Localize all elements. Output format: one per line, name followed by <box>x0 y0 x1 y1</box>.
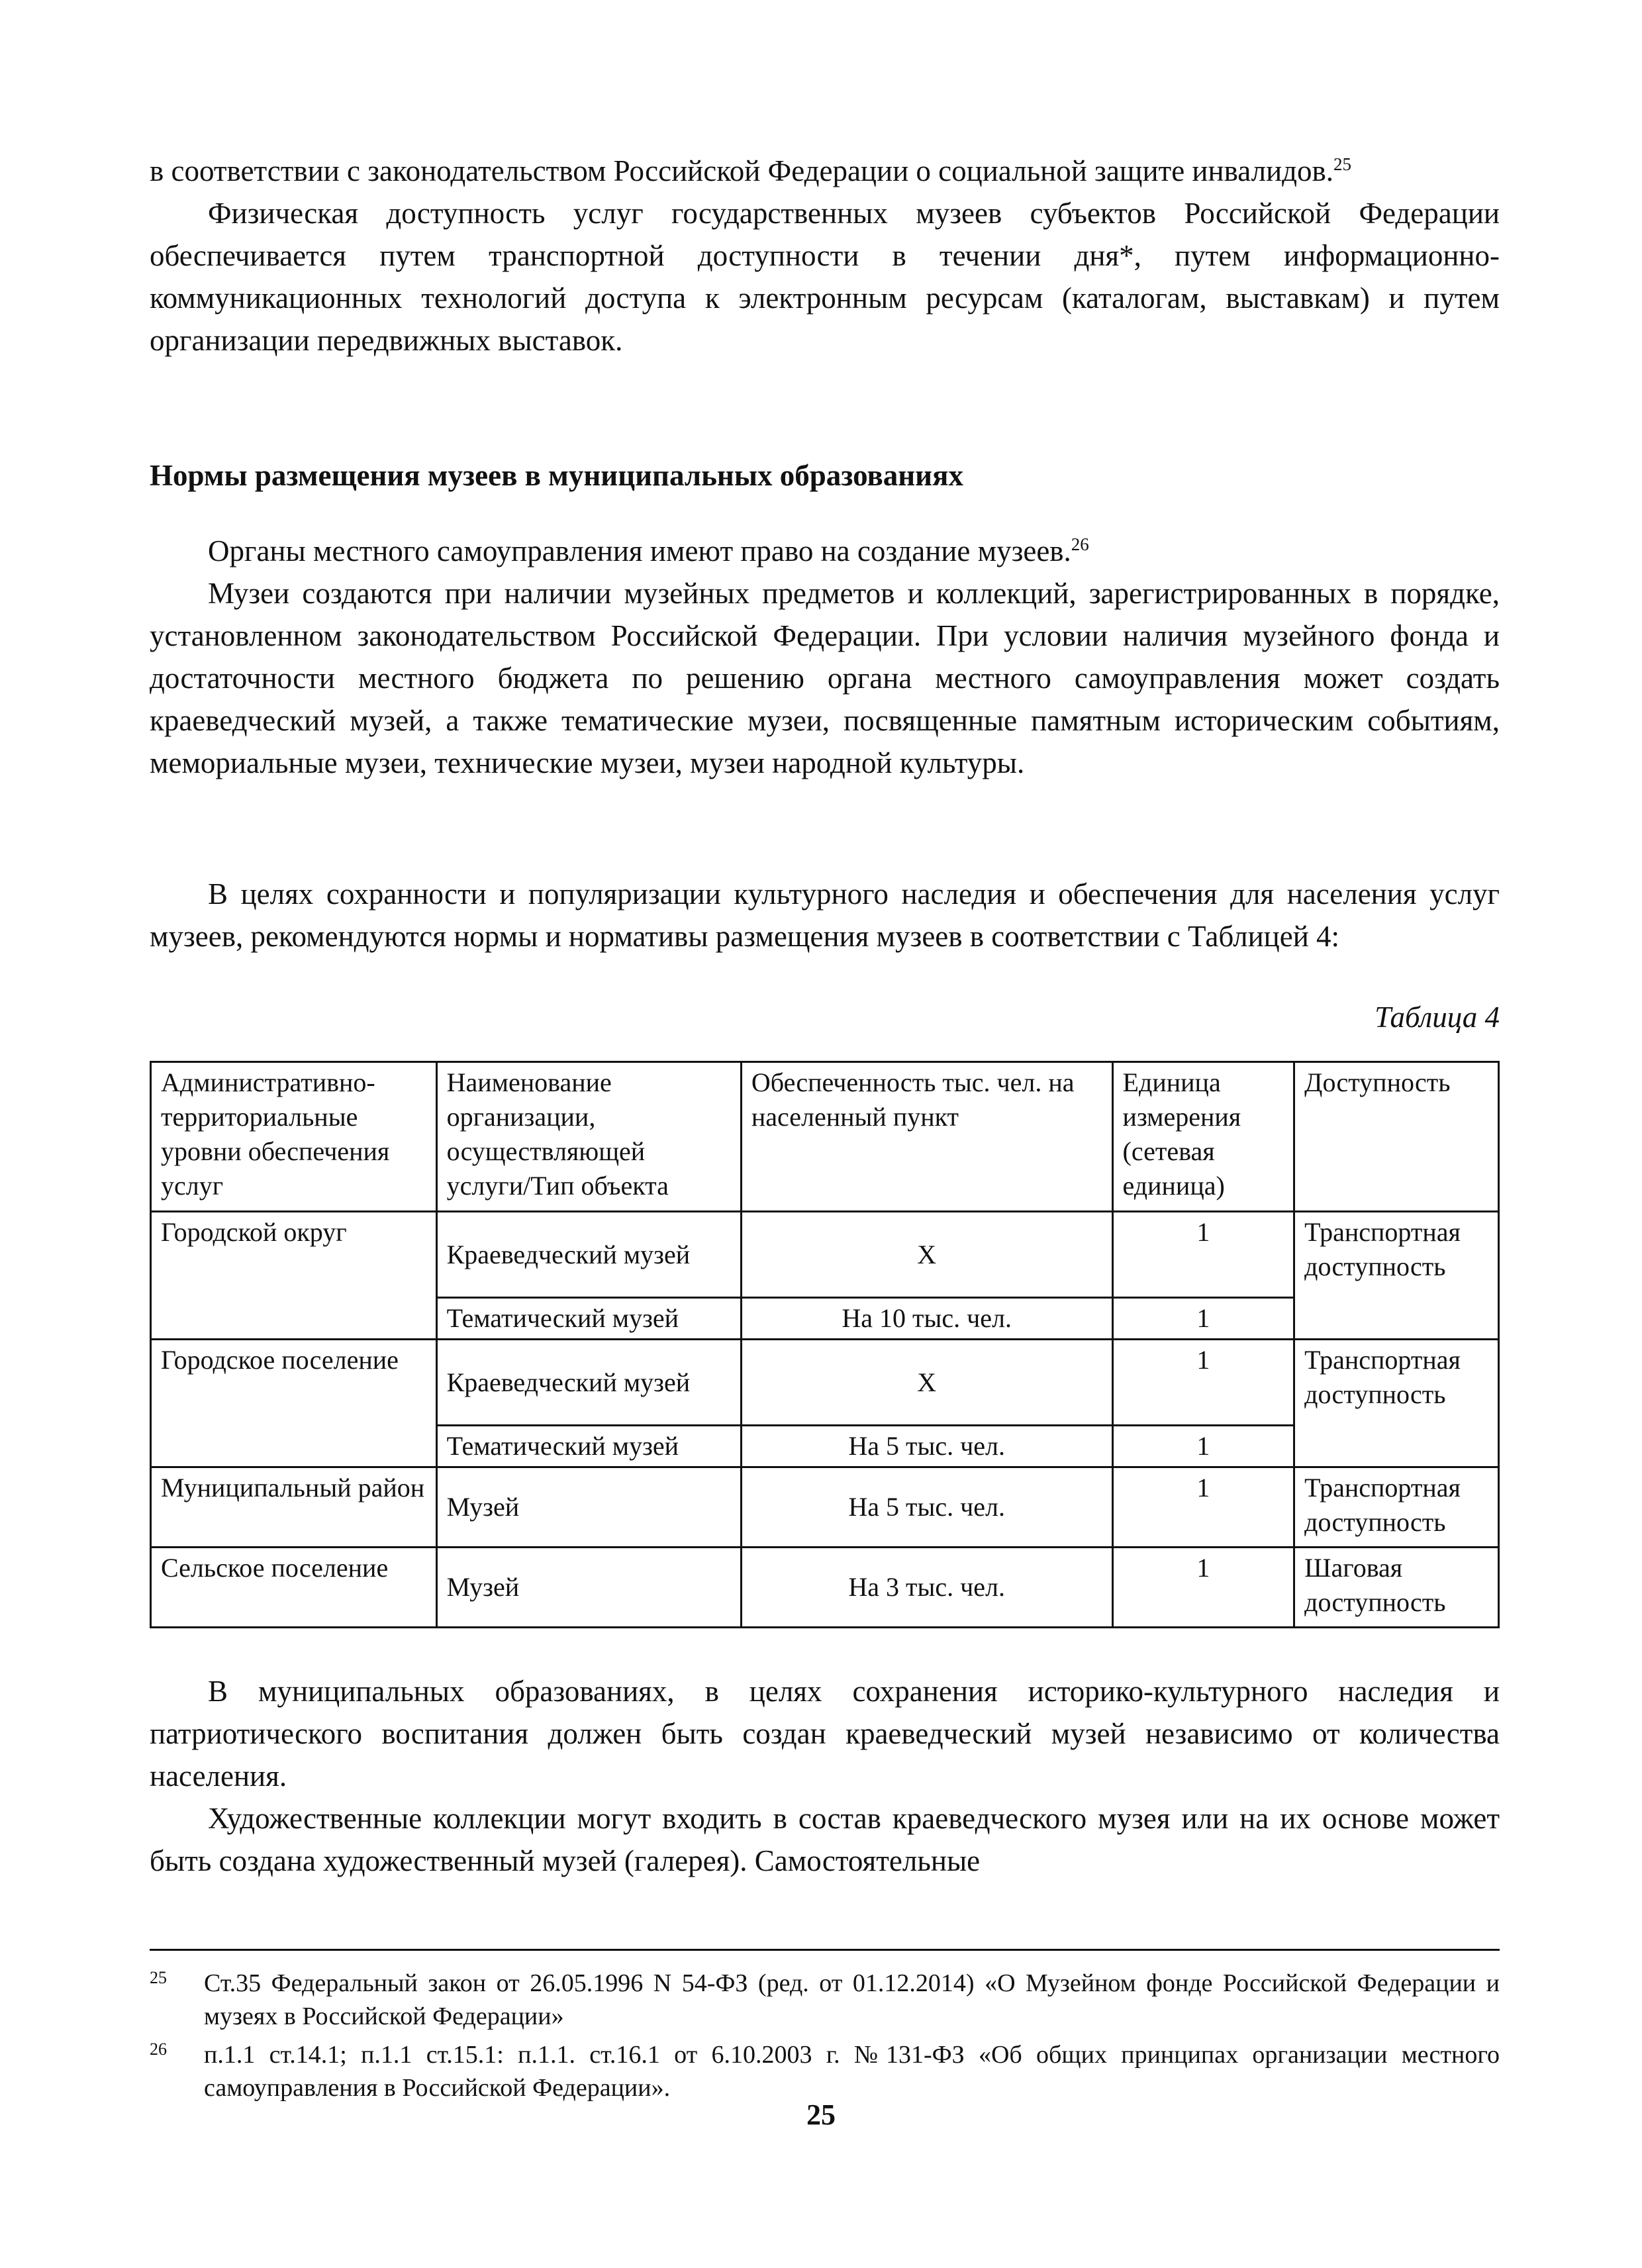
unit-cell: 1 <box>1112 1340 1294 1426</box>
unit-cell: 1 <box>1112 1548 1294 1628</box>
level-cell: Городское поселение <box>151 1340 437 1467</box>
header-cell: Доступность <box>1294 1062 1499 1212</box>
access-cell: Транспортная доступность <box>1294 1467 1499 1548</box>
paragraph-physical-access: Физическая доступность услуг государственных музеев субъектов Российской Федерации обеспечивается путем транспортной доступности в течении дня*, путем информационно-коммуникационных технологий доступа к электронным ресурсам (каталогам, выставкам) и путем организации передвижных выставок. <box>150 197 1500 357</box>
access-cell: Транспортная доступность <box>1294 1340 1499 1467</box>
access-cell: Транспортная доступность <box>1294 1212 1499 1340</box>
footnote-text: Ст.35 Федеральный закон от 26.05.1996 N 54-ФЗ (ред. от 01.12.2014) «О Музейном фонде Российской Федерации и музеях в Российской Федерации» <box>204 1969 1500 2030</box>
table-header-row <box>151 1062 1499 1212</box>
level-cell: Городской округ <box>151 1212 437 1340</box>
provision-cell: Х <box>741 1340 1112 1426</box>
unit-cell: 1 <box>1112 1467 1294 1548</box>
paragraph-art-collections: Художественные коллекции могут входить в состав краеведческого музея или на их основе может быть создана художественный музей (галерея). Самостоятельные <box>150 1802 1500 1877</box>
header-cell: Обеспеченность тыс. чел. на населенный пункт <box>741 1062 1112 1212</box>
paragraph-block <box>150 1670 1500 1882</box>
type-cell: Музей <box>436 1467 741 1548</box>
unit-cell: 1 <box>1112 1298 1294 1340</box>
access-cell: Шаговая доступность <box>1294 1548 1499 1628</box>
provision-cell: На 3 тыс. чел. <box>741 1548 1112 1628</box>
footnote-number: 26 <box>150 2040 167 2059</box>
paragraph-norms: В целях сохранности и популяризации культурного наследия и обеспечения для населения услуг музеев, рекомендуются нормы и нормативы размещения музеев в соответствии с Таблицей 4: <box>150 877 1500 953</box>
header-cell: Наименование организации, осуществляющей услуги/Тип объекта <box>436 1062 741 1212</box>
provision-cell: На 5 тыс. чел. <box>741 1467 1112 1548</box>
footnote-ref[interactable]: 25 <box>1333 154 1352 174</box>
header-cell: Административно-территориальные уровни обеспечения услуг <box>151 1062 437 1212</box>
footnote-ref[interactable]: 26 <box>1071 534 1089 554</box>
unit-cell: 1 <box>1112 1426 1294 1467</box>
footnote-text: п.1.1 ст.14.1; п.1.1 ст.15.1: п.1.1. ст.16.1 от 6.10.2003 г. №131-ФЗ «Об общих принципах организации местного самоуправления в Российской Федерации». <box>204 2041 1500 2102</box>
section-heading: Нормы размещения музеев в муниципальных образованиях <box>150 459 963 492</box>
level-cell: Муниципальный район <box>151 1467 437 1548</box>
footnote-26 <box>150 2038 1500 2104</box>
paragraph-block <box>150 530 1500 784</box>
table-row <box>151 1340 1499 1426</box>
paragraph-museums-creation: Музеи создаются при наличии музейных предметов и коллекций, зарегистрированных в порядке, установленном законодательством Российской Федерации. При условии наличия музейного фонда и достаточности местного бюджета по решению органа местного самоуправления может создать краеведческий музей, а также тематические музеи, посвященные памятным историческим событиям, мемориальные музеи, технические музеи, музеи народной культуры. <box>150 577 1500 779</box>
footnote-number: 25 <box>150 1968 167 1987</box>
type-cell: Краеведческий музей <box>436 1212 741 1298</box>
paragraph-intro <box>150 150 1500 362</box>
paragraph-text: в соответствии с законодательством Российской Федерации о социальной защите инвалидов. <box>150 154 1334 187</box>
paragraph-local-museum: В муниципальных образованиях, в целях сохранения историко-культурного наследия и патриотического воспитания должен быть создан краеведческий музей независимо от количества населения. <box>150 1675 1500 1793</box>
paragraph-text: Органы местного самоуправления имеют право на создание музеев. <box>208 534 1071 567</box>
type-cell: Краеведческий музей <box>436 1340 741 1426</box>
table-row <box>151 1548 1499 1628</box>
footnote-divider <box>150 1949 1500 1951</box>
table-row <box>151 1467 1499 1548</box>
museum-norms-table <box>150 1061 1500 1628</box>
provision-cell: На 10 тыс. чел. <box>741 1298 1112 1340</box>
page-number: 25 <box>806 2098 836 2131</box>
unit-cell: 1 <box>1112 1212 1294 1298</box>
type-cell: Тематический музей <box>436 1298 741 1340</box>
provision-cell: Х <box>741 1212 1112 1298</box>
footnote-25 <box>150 1967 1500 2033</box>
provision-cell: На 5 тыс. чел. <box>741 1426 1112 1467</box>
header-cell: Единица измерения (сетевая единица) <box>1112 1062 1294 1212</box>
table-row <box>151 1212 1499 1298</box>
level-cell: Сельское поселение <box>151 1548 437 1628</box>
type-cell: Тематический музей <box>436 1426 741 1467</box>
table-caption: Таблица 4 <box>1375 1001 1500 1034</box>
type-cell: Музей <box>436 1548 741 1628</box>
